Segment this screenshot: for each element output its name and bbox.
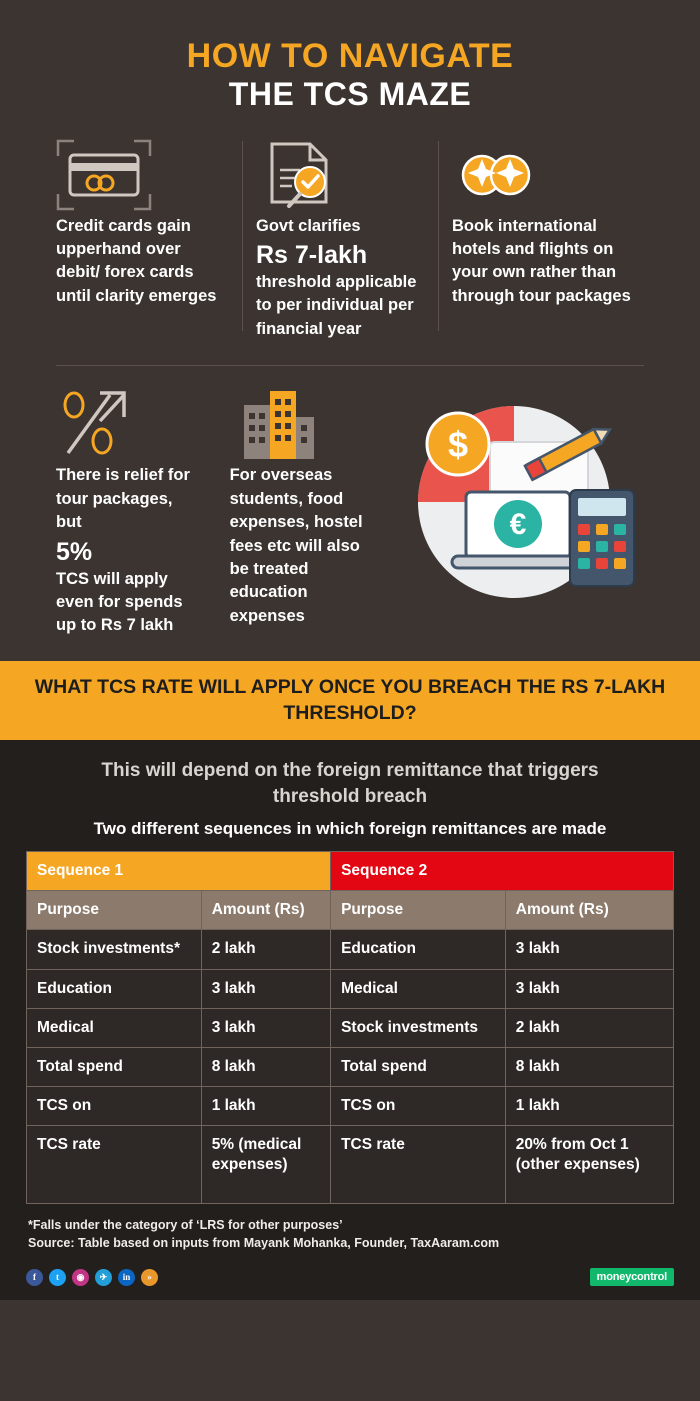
table-row <box>27 969 674 1008</box>
flight-coin-icon <box>452 135 638 215</box>
twitter-icon[interactable]: t <box>49 1269 66 1286</box>
tip-credit-cards <box>56 135 242 342</box>
column-header-purpose-1: Purpose <box>27 891 202 930</box>
cell: 8 lakh <box>201 1047 330 1086</box>
tip-govt-post: threshold applicable to per individual per financial year <box>256 272 417 338</box>
cell: TCS on <box>331 1087 506 1126</box>
cell: 2 lakh <box>201 930 330 969</box>
group-header-sequence-2: Sequence 2 <box>331 852 674 891</box>
moneycontrol-logo[interactable]: moneycontrol <box>590 1268 674 1286</box>
svg-text:$: $ <box>447 424 469 466</box>
cell: 8 lakh <box>505 1047 673 1086</box>
footer <box>0 1260 700 1300</box>
percent-arrow-icon <box>56 384 192 464</box>
cell: Medical <box>331 969 506 1008</box>
telegram-icon[interactable]: ✈ <box>95 1269 112 1286</box>
cell: Total spend <box>331 1047 506 1086</box>
cell: 1 lakh <box>505 1087 673 1126</box>
group-header-sequence-1: Sequence 1 <box>27 852 331 891</box>
divider <box>242 141 243 332</box>
tips-top-row <box>0 127 700 342</box>
cell: Stock investments* <box>27 930 202 969</box>
finance-illustration-icon <box>374 384 644 639</box>
cell: Stock investments <box>331 1008 506 1047</box>
cell: 3 lakh <box>201 969 330 1008</box>
svg-text:€: € <box>509 508 527 542</box>
tip-book-direct <box>438 135 638 342</box>
subtitle-2: Two different sequences in which foreign remittances are made <box>93 819 607 839</box>
cell: Medical <box>27 1008 202 1047</box>
page-title <box>0 0 700 127</box>
cell: 1 lakh <box>201 1087 330 1126</box>
linkedin-icon[interactable]: in <box>118 1269 135 1286</box>
tip-tour-packages <box>56 384 208 639</box>
tip-govt-highlight: Rs 7-lakh <box>256 240 368 269</box>
tip-credit-cards-text: Credit cards gain upperhand over debit/ forex cards until clarity emerges <box>56 216 217 305</box>
column-header-purpose-2: Purpose <box>331 891 506 930</box>
footnote-line-1: *Falls under the category of ‘LRS for other purposes’ <box>28 1218 343 1233</box>
cell: 2 lakh <box>505 1008 673 1047</box>
instagram-icon[interactable]: ◉ <box>72 1269 89 1286</box>
column-header-amount-1: Amount (Rs) <box>201 891 330 930</box>
table-row <box>27 1047 674 1086</box>
document-check-icon <box>256 135 424 215</box>
credit-card-icon <box>56 135 228 215</box>
banner-question: WHAT TCS RATE WILL APPLY ONCE YOU BREACH THE RS 7-LAKH THRESHOLD? <box>0 661 700 740</box>
cell: TCS rate <box>27 1126 202 1204</box>
table-section <box>0 740 700 1261</box>
cell: Education <box>27 969 202 1008</box>
title-line-2: THE TCS MAZE <box>228 75 472 112</box>
cell: Total spend <box>27 1047 202 1086</box>
cell: 3 lakh <box>505 969 673 1008</box>
buildings-icon <box>230 384 374 464</box>
tip-book-direct-text: Book international hotels and flights on your own rather than through tour packages <box>452 216 631 305</box>
divider <box>438 141 439 332</box>
tip-tour-post: TCS will apply even for spends up to Rs 7 lakh <box>56 569 183 635</box>
tip-govt-clarifies <box>242 135 438 342</box>
tip-overseas-text: For overseas students, food expenses, hostel fees etc will also be treated education expenses <box>229 466 363 625</box>
column-header-amount-2: Amount (Rs) <box>505 891 673 930</box>
title-line-1: HOW TO NAVIGATE <box>186 37 514 75</box>
cell: Education <box>331 930 506 969</box>
cell: TCS rate <box>331 1126 506 1204</box>
subtitle-1: This will depend on the foreign remittance that triggers threshold breach <box>101 759 599 807</box>
footnote-line-2: Source: Table based on inputs from Mayank Mohanka, Founder, TaxAaram.com <box>28 1236 500 1251</box>
table-row <box>27 1126 674 1204</box>
cell: 5% (medical expenses) <box>201 1126 330 1204</box>
cell: 20% from Oct 1 (other expenses) <box>505 1126 673 1204</box>
tip-govt-pre: Govt clarifies <box>256 216 361 235</box>
table-row <box>27 1008 674 1047</box>
facebook-icon[interactable]: f <box>26 1269 43 1286</box>
tcs-comparison-table <box>26 851 674 1204</box>
footnote <box>26 1204 674 1252</box>
tip-tour-pre: There is relief for tour packages, but <box>56 466 190 532</box>
table-row <box>27 930 674 969</box>
cell: TCS on <box>27 1087 202 1126</box>
tip-overseas-students <box>208 384 374 639</box>
social-links[interactable] <box>26 1269 158 1286</box>
cell: 3 lakh <box>201 1008 330 1047</box>
table-column-header-row <box>27 891 674 930</box>
tip-tour-highlight: 5% <box>56 537 93 566</box>
table-row <box>27 1087 674 1126</box>
rss-icon[interactable]: » <box>141 1269 158 1286</box>
cell: 3 lakh <box>505 930 673 969</box>
tips-bottom-row <box>0 366 700 639</box>
table-group-header-row <box>27 852 674 891</box>
